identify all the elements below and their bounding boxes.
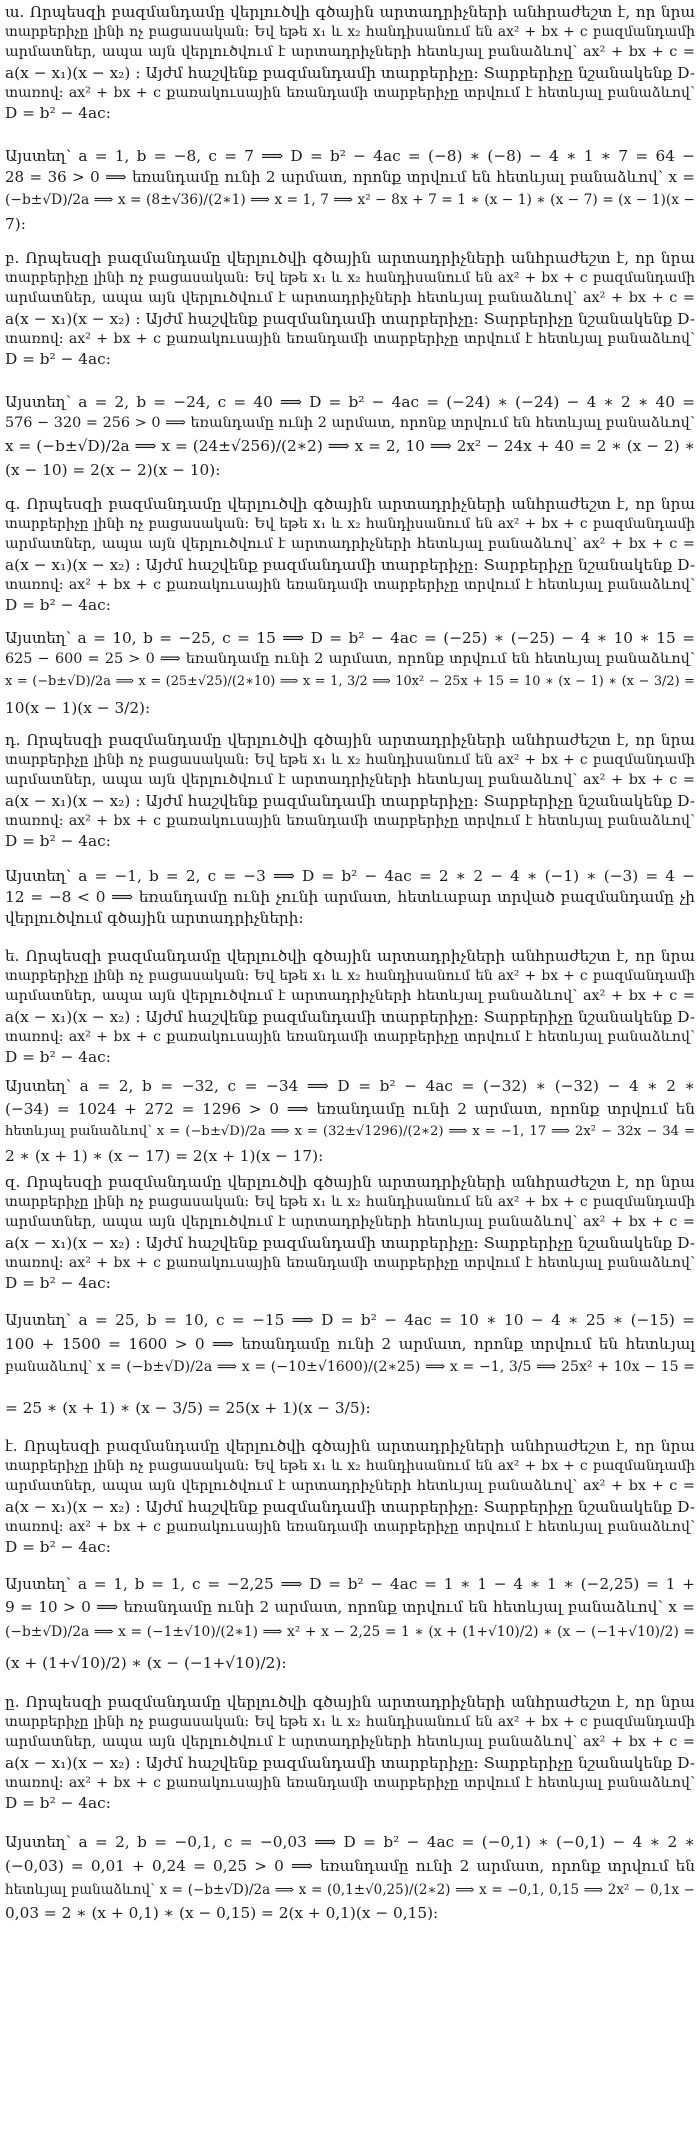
intro-line: տարբերիչը լինի ոչ բացասական: Եվ եթե x₁ և x₂ հանդիսանում են ax² + bx + c բազմանդամի xyxy=(5,1458,695,1474)
solution-line: հետևյալ բանաձևով՝ x = (−b±√D)/2a ⟹ x = (0,1±√0,25)/(2∗2) ⟹ x = −0,1, 0,15 ⟹ 2x² − 0,1x − xyxy=(5,1882,695,1898)
solution-line: x = (−b±√D)/2a ⟹ x = (24±√256)/(2∗2) ⟹ x = 2, 10 ⟹ 2x² − 24x + 40 = 2 ∗ (x − 2) ∗ xyxy=(5,437,695,455)
solution-line: 7): xyxy=(5,215,26,233)
intro-line: D = b² − 4ac: xyxy=(5,104,111,122)
intro-line: a(x − x₁)(x − x₂) : Այժմ հաշվենք բազմանդամի տարբերիչը: Տարբերիչը նշանակենք D- xyxy=(5,1234,695,1252)
intro-line: ա. Որպեսզի բազմանդամը վերլուծվի գծային արտադրիչների անհրաժեշտ է, որ նրա xyxy=(5,3,695,21)
intro-line: արմատներ, ապա այն վերլուծվում է արտադրիչների հետևյալ բանաձևով՝ ax² + bx + c = xyxy=(5,290,695,306)
solution-line: Այստեղ՝ a = 1, b = 1, c = −2,25 ⟹ D = b² − 4ac = 1 ∗ 1 − 4 ∗ 1 ∗ (−2,25) = 1 + xyxy=(5,1575,695,1593)
intro-line: տարբերիչը լինի ոչ բացասական: Եվ եթե x₁ և x₂ հանդիսանում են ax² + bx + c բազմանդամի xyxy=(5,968,695,984)
solution-line: Այստեղ՝ a = 1, b = −8, c = 7 ⟹ D = b² − 4ac = (−8) ∗ (−8) − 4 ∗ 1 ∗ 7 = 64 − xyxy=(5,147,695,165)
solution-line: = 25 ∗ (x + 1) ∗ (x − 3/5) = 25(x + 1)(x − 3/5): xyxy=(5,1399,371,1417)
solution-line: (x − 10) = 2(x − 2)(x − 10): xyxy=(5,461,221,479)
solution-line: 9 = 10 > 0 ⟹ եռանդամը ունի 2 արմատ, որոնք տրվում են հետևյալ բանաձևով՝ x = xyxy=(5,1598,695,1616)
intro-line: դ. Որպեսզի բազմանդամը վերլուծվի գծային արտադրիչների անհրաժեշտ է, որ նրա xyxy=(5,731,695,749)
intro-line: D = b² − 4ac: xyxy=(5,596,111,614)
solution-line: (x + (1+√10)/2) ∗ (x − (−1+√10)/2): xyxy=(5,1654,287,1672)
solution-line: Այստեղ՝ a = 2, b = −32, c = −34 ⟹ D = b² − 4ac = (−32) ∗ (−32) − 4 ∗ 2 ∗ xyxy=(5,1077,695,1095)
intro-line: D = b² − 4ac: xyxy=(5,350,111,368)
intro-line: զ. Որպեսզի բազմանդամը վերլուծվի գծային արտադրիչների անհրաժեշտ է, որ նրա xyxy=(5,1173,695,1191)
intro-line: տառով: ax² + bx + c քառակուսային եռանդամի տարբերիչը տրվում է հետևյալ բանաձևով՝ xyxy=(5,813,695,829)
solution-line: 10(x − 1)(x − 3/2): xyxy=(5,699,151,717)
intro-line: գ. Որպեսզի բազմանդամը վերլուծվի գծային արտադրիչների անհրաժեշտ է, որ նրա xyxy=(5,495,695,513)
solution-line: (−b±√D)/2a ⟹ x = (8±√36)/(2∗1) ⟹ x = 1, 7 ⟹ x² − 8x + 7 = 1 ∗ (x − 1) ∗ (x − 7) = (x − 1)(x − xyxy=(5,192,695,208)
intro-line: ե. Որպեսզի բազմանդամը վերլուծվի գծային արտադրիչների անհրաժեշտ է, որ նրա xyxy=(5,947,695,965)
intro-line: տարբերիչը լինի ոչ բացասական: Եվ եթե x₁ և x₂ հանդիսանում են ax² + bx + c բազմանդամի xyxy=(5,752,695,768)
intro-line: ը. Որպեսզի բազմանդամը վերլուծվի գծային արտադրիչների անհրաժեշտ է, որ նրա xyxy=(5,1693,695,1711)
intro-line: է. Որպեսզի բազմանդամը վերլուծվի գծային արտադրիչների անհրաժեշտ է, որ նրա xyxy=(5,1437,695,1455)
intro-line: տառով: ax² + bx + c քառակուսային եռանդամի տարբերիչը տրվում է հետևյալ բանաձևով՝ xyxy=(5,577,695,593)
solution-line: (−b±√D)/2a ⟹ x = (−1±√10)/(2∗1) ⟹ x² + x − 2,25 = 1 ∗ (x + (1+√10)/2) ∗ (x − (−1+√10)/2) = xyxy=(5,1624,695,1640)
intro-line: a(x − x₁)(x − x₂) : Այժմ հաշվենք բազմանդամի տարբերիչը: Տարբերիչը նշանակենք D- xyxy=(5,1498,695,1516)
solution-line: բանաձևով՝ x = (−b±√D)/2a ⟹ x = (−10±√1600)/(2∗25) ⟹ x = −1, 3/5 ⟹ 25x² + 10x − 15 = xyxy=(5,1359,695,1375)
intro-line: տառով: ax² + bx + c քառակուսային եռանդամի տարբերիչը տրվում է հետևյալ բանաձևով՝ xyxy=(5,1029,695,1045)
intro-line: D = b² − 4ac: xyxy=(5,1794,111,1812)
solution-line: 100 + 1500 = 1600 > 0 ⟹ եռանդամը ունի 2 արմատ, որոնք տրվում են հետևյալ xyxy=(5,1335,695,1353)
intro-line: տառով: ax² + bx + c քառակուսային եռանդամի տարբերիչը տրվում է հետևյալ բանաձևով՝ xyxy=(5,1775,695,1791)
solution-line: հետևյալ բանաձևով՝ x = (−b±√D)/2a ⟹ x = (32±√1296)/(2∗2) ⟹ x = −1, 17 ⟹ 2x² − 32x − 34 = xyxy=(5,1124,695,1139)
intro-line: բ. Որպեսզի բազմանդամը վերլուծվի գծային արտադրիչների անհրաժեշտ է, որ նրա xyxy=(5,249,695,267)
solution-line: Այստեղ՝ a = 2, b = −24, c = 40 ⟹ D = b² − 4ac = (−24) ∗ (−24) − 4 ∗ 2 ∗ 40 = xyxy=(5,393,695,411)
intro-line: a(x − x₁)(x − x₂) : Այժմ հաշվենք բազմանդամի տարբերիչը: Տարբերիչը նշանակենք D- xyxy=(5,1754,695,1772)
intro-line: տարբերիչը լինի ոչ բացասական: Եվ եթե x₁ և x₂ հանդիսանում են ax² + bx + c բազմանդամի xyxy=(5,516,695,532)
intro-line: a(x − x₁)(x − x₂) : Այժմ հաշվենք բազմանդամի տարբերիչը: Տարբերիչը նշանակենք D- xyxy=(5,1008,695,1026)
intro-line: տառով: ax² + bx + c քառակուսային եռանդամի տարբերիչը տրվում է հետևյալ բանաձևով՝ xyxy=(5,331,695,347)
solution-line: 12 = −8 < 0 ⟹ եռանդամը ունի չունի արմատ, հետևաբար տրված բազմանդամը չի xyxy=(5,888,695,906)
solution-line: (−34) = 1024 + 272 = 1296 > 0 ⟹ եռանդամը ունի 2 արմատ, որոնք տրվում են xyxy=(5,1100,695,1118)
intro-line: տարբերիչը լինի ոչ բացասական: Եվ եթե x₁ և x₂ հանդիսանում են ax² + bx + c բազմանդամի xyxy=(5,24,695,40)
solution-line: Այստեղ՝ a = 10, b = −25, c = 15 ⟹ D = b² − 4ac = (−25) ∗ (−25) − 4 ∗ 10 ∗ 15 = xyxy=(5,629,695,647)
intro-line: տարբերիչը լինի ոչ բացասական: Եվ եթե x₁ և x₂ հանդիսանում են ax² + bx + c բազմանդամի xyxy=(5,270,695,286)
intro-line: D = b² − 4ac: xyxy=(5,832,111,850)
intro-line: a(x − x₁)(x − x₂) : Այժմ հաշվենք բազմանդամի տարբերիչը: Տարբերիչը նշանակենք D- xyxy=(5,64,695,82)
solution-line: 28 = 36 > 0 ⟹ եռանդամը ունի 2 արմատ, որոնք տրվում են հետևյալ բանաձևով՝ x = xyxy=(5,168,695,186)
solution-line: 0,03 = 2 ∗ (x + 0,1) ∗ (x − 0,15) = 2(x + 0,1)(x − 0,15): xyxy=(5,1904,439,1922)
intro-line: տարբերիչը լինի ոչ բացասական: Եվ եթե x₁ և x₂ հանդիսանում են ax² + bx + c բազմանդամի xyxy=(5,1194,695,1210)
solution-line: վերլուծվում գծային արտադրիչների: xyxy=(5,909,304,927)
intro-line: արմատներ, ապա այն վերլուծվում է արտադրիչների հետևյալ բանաձևով՝ ax² + bx + c = xyxy=(5,1734,695,1750)
intro-line: a(x − x₁)(x − x₂) : Այժմ հաշվենք բազմանդամի տարբերիչը: Տարբերիչը նշանակենք D- xyxy=(5,310,695,328)
intro-line: տարբերիչը լինի ոչ բացասական: Եվ եթե x₁ և x₂ հանդիսանում են ax² + bx + c բազմանդամի xyxy=(5,1714,695,1730)
intro-line: արմատներ, ապա այն վերլուծվում է արտադրիչների հետևյալ բանաձևով՝ ax² + bx + c = xyxy=(5,1214,695,1230)
intro-line: D = b² − 4ac: xyxy=(5,1274,111,1292)
intro-line: D = b² − 4ac: xyxy=(5,1048,111,1066)
intro-line: տառով: ax² + bx + c քառակուսային եռանդամի տարբերիչը տրվում է հետևյալ բանաձևով՝ xyxy=(5,85,695,101)
intro-line: արմատներ, ապա այն վերլուծվում է արտադրիչների հետևյալ բանաձևով՝ ax² + bx + c = xyxy=(5,44,695,60)
intro-line: տառով: ax² + bx + c քառակուսային եռանդամի տարբերիչը տրվում է հետևյալ բանաձևով՝ xyxy=(5,1255,695,1271)
intro-line: տառով: ax² + bx + c քառակուսային եռանդամի տարբերիչը տրվում է հետևյալ բանաձևով՝ xyxy=(5,1519,695,1535)
solution-line: x = (−b±√D)/2a ⟹ x = (25±√25)/(2∗10) ⟹ x = 1, 3/2 ⟹ 10x² − 25x + 15 = 10 ∗ (x − 1) ∗ (x − 3/2) = xyxy=(5,674,695,689)
intro-line: արմատներ, ապա այն վերլուծվում է արտադրիչների հետևյալ բանաձևով՝ ax² + bx + c = xyxy=(5,536,695,552)
solution-line: 625 − 600 = 25 > 0 ⟹ եռանդամը ունի 2 արմատ, որոնք տրվում են հետևյալ բանաձևով՝ xyxy=(5,651,695,667)
solution-line: Այստեղ՝ a = −1, b = 2, c = −3 ⟹ D = b² − 4ac = 2 ∗ 2 − 4 ∗ (−1) ∗ (−3) = 4 − xyxy=(5,867,695,885)
solution-line: 2 ∗ (x + 1) ∗ (x − 17) = 2(x + 1)(x − 17): xyxy=(5,1147,324,1165)
intro-line: արմատներ, ապա այն վերլուծվում է արտադրիչների հետևյալ բանաձևով՝ ax² + bx + c = xyxy=(5,1478,695,1494)
solution-line: (−0,03) = 0,01 + 0,24 = 0,25 > 0 ⟹ եռանդամը ունի 2 արմատ, որոնք տրվում են xyxy=(5,1857,695,1875)
intro-line: արմատներ, ապա այն վերլուծվում է արտադրիչների հետևյալ բանաձևով՝ ax² + bx + c = xyxy=(5,988,695,1004)
solution-line: Այստեղ՝ a = 25, b = 10, c = −15 ⟹ D = b² − 4ac = 10 ∗ 10 − 4 ∗ 25 ∗ (−15) = xyxy=(5,1311,695,1329)
intro-line: D = b² − 4ac: xyxy=(5,1538,111,1556)
intro-line: a(x − x₁)(x − x₂) : Այժմ հաշվենք բազմանդամի տարբերիչը: Տարբերիչը նշանակենք D- xyxy=(5,792,695,810)
intro-line: a(x − x₁)(x − x₂) : Այժմ հաշվենք բազմանդամի տարբերիչը: Տարբերիչը նշանակենք D- xyxy=(5,556,695,574)
solution-line: 576 − 320 = 256 > 0 ⟹ եռանդամը ունի 2 արմատ, որոնք տրվում են հետևյալ բանաձևով՝ xyxy=(5,415,695,431)
solution-line: Այստեղ՝ a = 2, b = −0,1, c = −0,03 ⟹ D = b² − 4ac = (−0,1) ∗ (−0,1) − 4 ∗ 2 ∗ xyxy=(5,1833,695,1851)
intro-line: արմատներ, ապա այն վերլուծվում է արտադրիչների հետևյալ բանաձևով՝ ax² + bx + c = xyxy=(5,772,695,788)
